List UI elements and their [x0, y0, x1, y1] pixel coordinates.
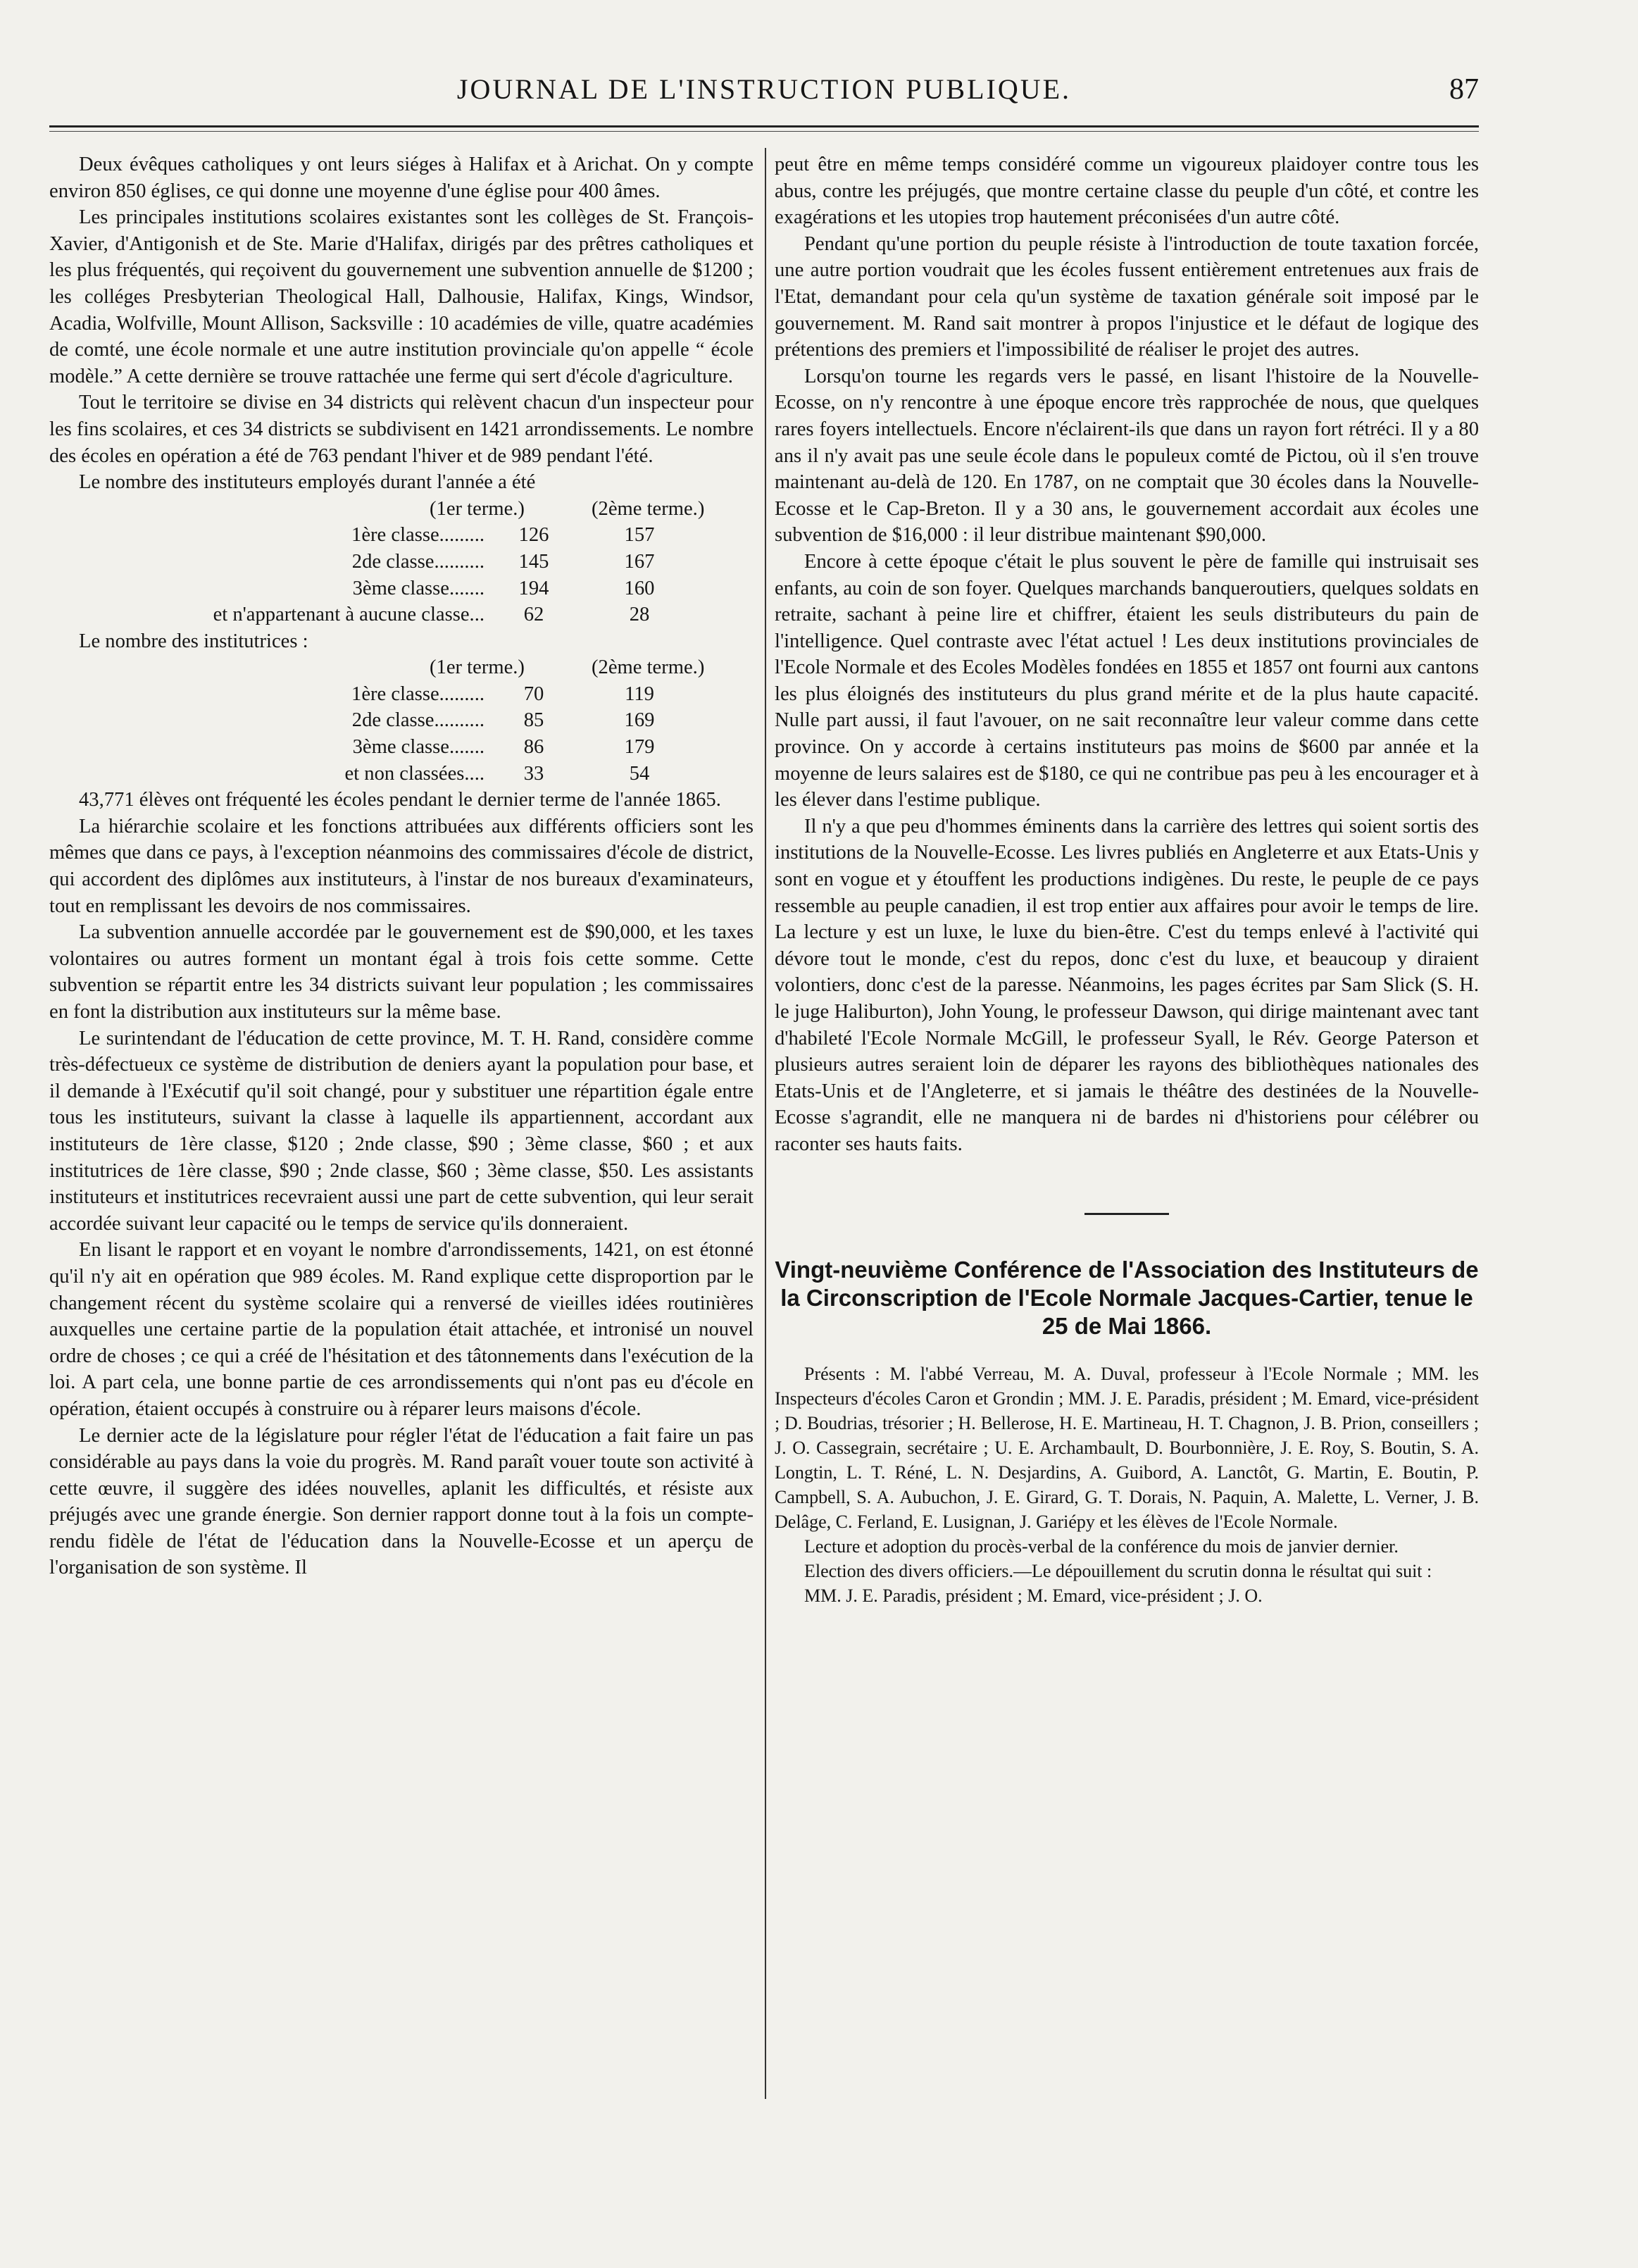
paragraph: MM. J. E. Paradis, président ; M. Emard, vice-président ; J. O.	[804, 1585, 1263, 1606]
page-number: 87	[1449, 73, 1479, 106]
left-column	[49, 151, 754, 1581]
term-2-header: (2ème terme.)	[592, 497, 705, 520]
paragraph: La hiérarchie scolaire et les fonctions attribuées aux différents officiers sont les mêmes que dans ce pays, à l'exception néanmoins des commissaires d'école de district, qui accordent des diplômes aux instituteurs, à l'instar de nos bureaux d'examinateurs, tout en remplissant les devoirs de nos commissaires.	[49, 815, 754, 917]
table-row	[49, 707, 754, 734]
row-label: 1ère classe.........	[351, 524, 484, 547]
cell: 85	[523, 709, 544, 732]
cell: 28	[629, 604, 650, 626]
paragraph: Lecture et adoption du procès-verbal de la conférence du mois de janvier dernier.	[804, 1535, 1399, 1557]
paragraph: Les principales institutions scolaires existantes sont les collèges de St. François-Xavier, d'Antigonish et de Ste. Marie d'Halifax, dirigés par des prêtres catholiques et les plus fréquentés, qui reçoivent du gouvernement une subvention annuelle de $1200 ; les colléges Presbyterian Theological Hall, Dalhousie, Halifax, Kings, Windsor, Acadia, Wolfville, Mount Allison, Sacksville : 10 académies de ville, quatre académies de comté, une école normale et une autre institution provinciale qu'on appelle “ école modèle.” A cette dernière se trouve rattachée une ferme qui sert d'école d'agriculture.	[49, 206, 754, 387]
paragraph: Le dernier acte de la législature pour régler l'état de l'éducation a fait faire un pas considérable au pays dans la voie du progrès. M. Rand paraît vouer toute son activité à cette œuvre, il suggère des idées nouvelles, aplanit les difficultés, et résiste aux préjugés avec une grande énergie. Son dernier rapport donne tout à la fois un compte-rendu fidèle de l'état de l'éducation dans la Nouvelle-Ecosse et un aperçu de l'organisation de son système. Il	[49, 1424, 754, 1579]
term-1-header: (1er terme.)	[430, 497, 525, 520]
section-divider	[1084, 1213, 1169, 1215]
table-row	[49, 549, 754, 575]
header-rule-thin	[49, 131, 1479, 132]
cell: 86	[523, 736, 544, 759]
cell: 194	[518, 577, 549, 599]
table-row	[49, 681, 754, 708]
conference-minutes	[775, 1362, 1479, 1608]
row-label: et non classées....	[344, 762, 484, 785]
row-label: 2de classe..........	[351, 550, 484, 573]
table-row	[49, 575, 754, 602]
cell: 167	[624, 550, 655, 573]
paragraph: Lorsqu'on tourne les regards vers le passé, en lisant l'histoire de la Nouvelle-Ecosse, on n'y rencontre à une époque encore très rapprochée de nous, que quelques rares foyers intellectuels. Encore n'éclairent-ils que dans un rayon fort rétréci. Il y a 80 ans il n'y avait pas une seule école dans le populeux comté de Pictou, où il s'en trouve maintenant au-delà de 120. En 1787, on ne comptait que 30 écoles dans la Nouvelle-Ecosse et le Cap-Breton. Il y a 30 ans, le gouvernement accordait aux écoles une subvention de $16,000 : il leur distribue maintenant $90,000.	[775, 365, 1479, 547]
teachers-f-table	[49, 654, 754, 787]
paragraph: Présents : M. l'abbé Verreau, M. A. Duval, professeur à l'Ecole Normale ; MM. les Inspecteurs d'écoles Caron et Grondin ; MM. J. E. Paradis, président ; M. Emard, vice-président ; D. Boudrias, trésorier ; H. Bellerose, H. E. Martineau, H. T. Chagnon, J. B. Prion, conseillers ; J. O. Cassegrain, secrétaire ; U. E. Archambault, D. Bourbonnière, J. E. Roy, S. Boutin, S. A. Longtin, L. T. Réné, L. N. Desjardins, A. Guibord, A. Lanctôt, G. Martin, E. Boutin, P. Campbell, S. A. Aubuchon, J. E. Girard, G. T. Dorais, N. Paquin, A. Malette, L. Verner, J. B. Delâge, C. Ferland, E. Lusignan, J. Gariépy et les élèves de l'Ecole Normale.	[775, 1363, 1479, 1532]
cell: 54	[629, 762, 650, 785]
row-label: 1ère classe.........	[351, 683, 484, 705]
paragraph: La subvention annuelle accordée par le gouvernement est de $90,000, et les taxes volontaires ou autres forment un montant égal à trois fois cette somme. Cette subvention se répartit entre les 34 districts suivant leur population ; les commissaires en font la distribution aux instituteurs sur la même base.	[49, 921, 754, 1023]
teachers-table-title: Le nombre des instituteurs employés durant l'année a été	[79, 471, 536, 494]
cell: 126	[518, 524, 549, 547]
cell: 179	[624, 736, 655, 759]
cell: 33	[523, 762, 544, 785]
table-row	[49, 734, 754, 761]
cell: 119	[625, 683, 654, 705]
cell: 62	[523, 604, 544, 626]
cell: 160	[624, 577, 655, 599]
column-separator	[765, 148, 766, 2099]
cell: 145	[518, 550, 549, 573]
row-label: 3ème classe.......	[352, 577, 484, 599]
table-row	[49, 761, 754, 787]
table-header	[430, 654, 754, 681]
paragraph: Encore à cette époque c'était le plus souvent le père de famille qui instruisait ses enfants, au coin de son foyer. Quelques marchands banqueroutiers, quelques soldats en retraite, sachant à peine lire et chiffrer, étaient les seuls distributeurs du pain de l'intelligence. Quel contraste avec l'état actuel ! Les deux institutions provinciales de l'Ecole Normale et des Ecoles Modèles fondées en 1855 et 1857 ont fourni aux cantons les plus éloignés des instituteurs du plus grand mérite et de la plus haute capacité. Nulle part aussi, il faut l'avouer, on ne sait reconnaître leur valeur comme dans cette province. On y accorde à certains instituteurs pas moins de $600 par année et la moyenne de leurs salaires est de $180, ce qui ne contribue pas peu à les encourager et à les élever dans l'estime publique.	[775, 550, 1479, 811]
paragraph: Pendant qu'une portion du peuple résiste à l'introduction de toute taxation forcée, une autre portion voudrait que les écoles fussent entièrement entretenues aux frais de l'Etat, demandant pour cela qu'un système de taxation générale soit imposé par le gouvernement. M. Rand sait montrer à propos l'injustice et le défaut de logique des prétentions des premiers et l'impossibilité de réaliser le projet des autres.	[775, 232, 1479, 361]
row-label: et n'appartenant à aucune classe...	[213, 604, 484, 626]
row-label: 2de classe..........	[351, 709, 484, 732]
table-row	[49, 602, 754, 628]
teachers-table	[49, 496, 754, 628]
cell: 70	[523, 683, 544, 705]
table-header	[430, 496, 754, 523]
paragraph: Deux évêques catholiques y ont leurs siéges à Halifax et à Arichat. On y compte environ 850 églises, ce qui donne une moyenne d'une église pour 400 âmes.	[49, 154, 754, 202]
paragraph: Election des divers officiers.—Le dépouillement du scrutin donna le résultat qui suit :	[804, 1560, 1432, 1581]
term-2-header: (2ème terme.)	[592, 656, 705, 679]
running-title: JOURNAL DE L'INSTRUCTION PUBLIQUE.	[456, 73, 1072, 105]
header-rule	[49, 125, 1479, 127]
row-label: 3ème classe.......	[352, 736, 484, 759]
teachers-f-table-title: Le nombre des institutrices :	[79, 630, 308, 652]
cell: 157	[624, 524, 655, 547]
paragraph: Il n'y a que peu d'hommes éminents dans la carrière des lettres qui soient sortis des institutions de la Nouvelle-Ecosse. Les livres publiés en Angleterre et aux Etats-Unis y sont en vogue et y étouffent les productions indigènes. Du reste, le peuple de ce pays ressemble au peuple canadien, il est trop entier aux affaires pour avoir le temps de lire. La lecture y est un luxe, le luxe du bien-être. C'est du temps enlevé à l'activité qui dévore tout le monde, c'est du repos, donc c'est du luxe, et beaucoup y diraient volontiers, donc c'est de la paresse. Néanmoins, les pages écrites par Sam Slick (S. H. le juge Haliburton), John Young, le professeur Dawson, qui dirige maintenant avec tant d'habileté l'Ecole Normale McGill, le professeur Syall, le Rév. George Paterson et plusieurs autres seraient loin de déparer les rayons des bibliothèques nationales des Etats-Unis et de l'Angleterre, et si jamais le théâtre des destinées de la Nouvelle-Ecosse s'agrandit, elle ne manquera ni de bardes ni d'historiens pour célébrer ou raconter ses hauts faits.	[775, 815, 1479, 1155]
right-column	[775, 151, 1479, 1608]
section-title: Vingt-neuvième Conférence de l'Association des Instituteurs de la Circonscription de l'Ecole Normale Jacques-Cartier, tenue le 25 de Mai 1866.	[775, 1256, 1479, 1339]
term-1-header: (1er terme.)	[430, 656, 525, 679]
table-row	[49, 522, 754, 549]
paragraph: 43,771 élèves ont fréquenté les écoles pendant le dernier terme de l'année 1865.	[79, 789, 721, 811]
paragraph: Tout le territoire se divise en 34 districts qui relèvent chacun d'un inspecteur pour les fins scolaires, et ces 34 districts se subdivisent en 1421 arrondissements. Le nombre des écoles en opération a été de 763 pendant l'hiver et de 989 pendant l'été.	[49, 392, 754, 467]
paragraph: En lisant le rapport et en voyant le nombre d'arrondissements, 1421, on est étonné qu'il n'y ait en opération que 989 écoles. M. Rand explique cette disproportion par le changement récent du système scolaire qui a renversé de vieilles idées routinières auxquelles une certaine partie de la population était attachée, et intronisé un nouvel ordre de choses ; ce qui a créé de l'hésitation et des tâtonnements dans l'exécution de la loi. A part cela, une bonne partie de ces arrondissements qui n'ont pas eu d'école en opération, étaient occupés à construire ou à réparer leurs maisons d'école.	[49, 1239, 754, 1420]
paragraph: Le surintendant de l'éducation de cette province, M. T. H. Rand, considère comme très-défectueux ce système de distribution de deniers ayant la population pour base, et il demande à l'Exécutif qu'il soit changé, pour y substituer une répartition égale entre tous les instituteurs, suivant la classe à laquelle ils appartiennent, accordant aux instituteurs de 1ère classe, $120 ; 2nde classe, $90 ; 3ème classe, $60 ; et aux institutrices de 1ère classe, $90 ; 2nde classe, $60 ; 3ème classe, $50. Les assistants instituteurs et institutrices recevraient aussi une part de cette subvention, qui leur serait accordée suivant leur capacité ou le temps de service qu'ils donneraient.	[49, 1027, 754, 1235]
page-header	[49, 67, 1479, 123]
paragraph: peut être en même temps considéré comme un vigoureux plaidoyer contre tous les abus, contre les préjugés, que montre certaine classe du peuple d'un côté, et contre les exagérations et les utopies trop hautement préconisées d'un autre côté.	[775, 154, 1479, 229]
cell: 169	[624, 709, 655, 732]
